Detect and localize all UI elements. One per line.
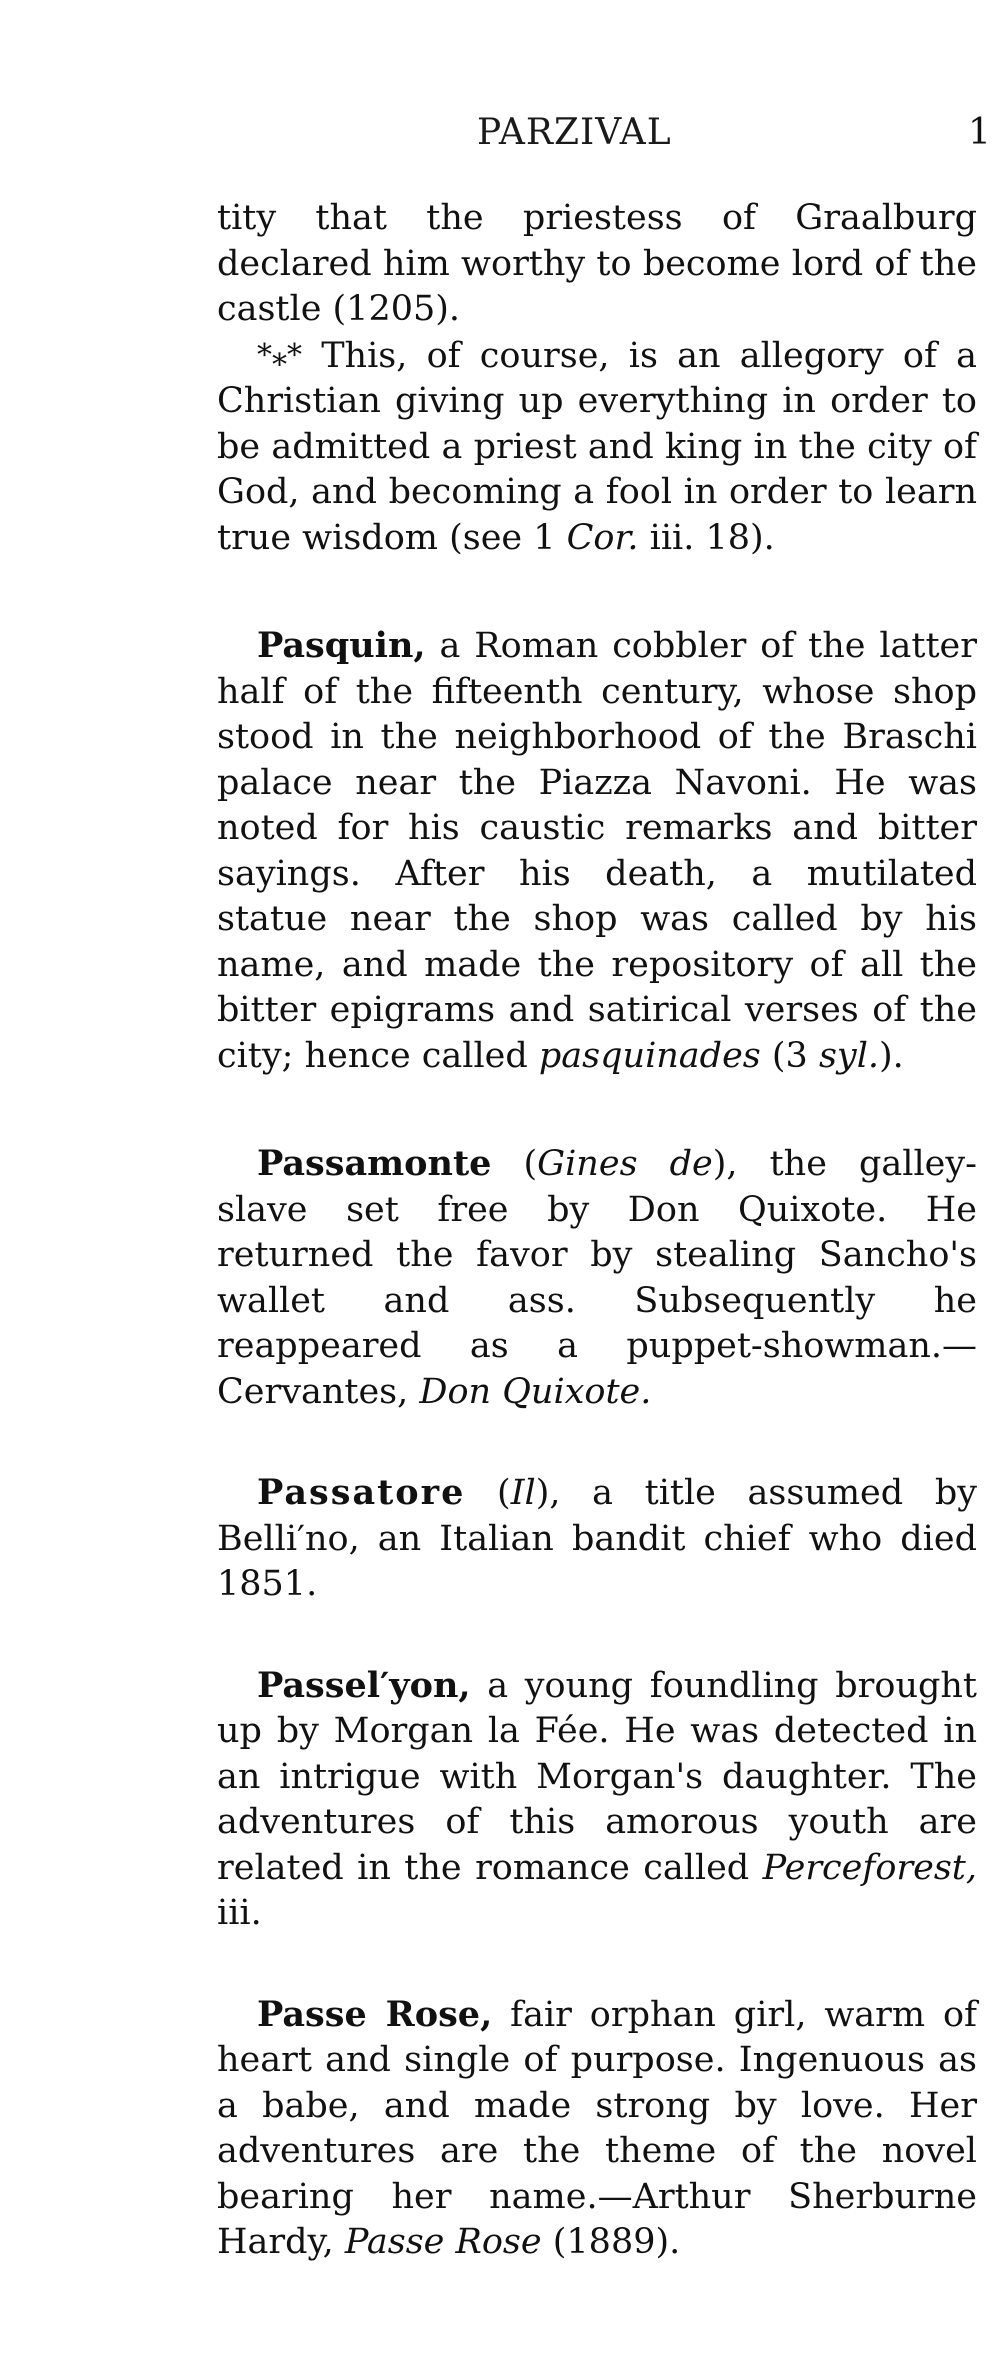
entry-text: (1889). xyxy=(541,2222,681,2262)
entry-passe-rose xyxy=(217,1992,977,2266)
page-number: 1 xyxy=(968,112,991,153)
entry-text: a Roman cobbler of the latter half of the fifteenth century, whose shop stood in the neighborhood of the Braschi palace near the Piazza Navoni. He was noted for his caustic remarks and bitter sayings. After his death, a mutilated statue near the shop was called by his name, and made the repository of all the bitter epigrams and satirical verses of the city; hence called xyxy=(217,626,977,1076)
entry-text: fair orphan girl, warm of heart and single of purpose. Ingenuous as a babe, and made strong by love. Her adventures are the theme of the novel bearing her name.—Arthur Sherburne Hardy, xyxy=(217,1994,977,2262)
entry-text: ). xyxy=(879,1035,904,1076)
entry-text: ), a title assumed by Belli′no, an Italian bandit chief who died 1851. xyxy=(217,1473,978,1604)
headword: Pasquin, xyxy=(257,625,426,666)
italic-text: Perceforest, xyxy=(762,1847,977,1888)
italic-text: syl. xyxy=(818,1035,880,1076)
headword: Passel′yon, xyxy=(257,1664,471,1706)
entry-passelyon xyxy=(217,1663,977,1937)
italic-text: Il xyxy=(510,1473,536,1513)
entry-passatore xyxy=(217,1470,977,1608)
headword: Passe Rose, xyxy=(257,1993,493,2035)
entry-passamonte xyxy=(217,1141,977,1415)
note-paragraph xyxy=(217,333,977,562)
italic-text: Gines de xyxy=(537,1144,713,1184)
headword: Passatore xyxy=(257,1472,466,1513)
note-end: iii. 18). xyxy=(638,517,775,558)
asterism: *⁎* xyxy=(257,337,302,373)
entry-text: (3 xyxy=(760,1035,819,1076)
running-head: PARZIVAL xyxy=(477,112,672,153)
note-reference: Cor. xyxy=(566,517,639,558)
italic-text: Passe Rose xyxy=(344,2222,542,2262)
continuation-paragraph xyxy=(217,196,977,333)
entry-text: ), the galley-slave set free by Don Quixote. He returned the favor by stealing Sancho's wallet and ass. Subsequently he reappeared as a puppet-showman.—Cervantes, xyxy=(217,1144,977,1412)
note-text: This, of course, is an allegory of a Christian giving up everything in order to be admitted a priest and king in the city of God, and becoming a fool in order to learn true wisdom (see 1 xyxy=(217,335,977,558)
entry-text: ( xyxy=(465,1473,511,1513)
text-column xyxy=(217,196,977,2266)
page-header xyxy=(0,112,1000,162)
italic-text: Don Quixote. xyxy=(419,1371,652,1412)
headword: Passamonte xyxy=(257,1143,492,1184)
entry-pasquin xyxy=(217,623,977,1079)
entry-text: a young foundling brought up by Morgan la Fée. He was detected in an intrigue with Morgan's daughter. The adventures of this amorous youth are related in the romance called xyxy=(217,1665,977,1888)
entry-text: iii. xyxy=(217,1893,262,1933)
continuation-text: tity that the priestess of Graalburg declared him worthy to become lord of the castle (1205). xyxy=(217,198,977,329)
entry-text: ( xyxy=(491,1144,538,1184)
italic-text: pasquinades xyxy=(538,1035,761,1076)
